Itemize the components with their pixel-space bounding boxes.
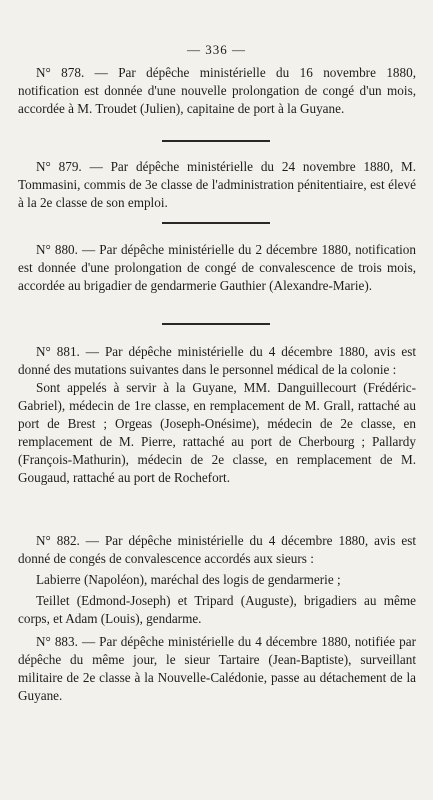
separator-rule xyxy=(162,140,270,142)
entry-879 xyxy=(18,158,416,212)
entry-883 xyxy=(18,633,416,705)
entry-882-item-2: Teillet (Edmond-Joseph) et Tripard (Auguste), brigadiers au même corps, et Adam (Louis), gendarme. xyxy=(18,593,416,626)
entry-879-text: N° 879. — Par dépêche ministérielle du 24 novembre 1880, M. Tommasini, commis de 3e classe de l'administration pénitentiaire, est élevé à la 2e classe de son emploi. xyxy=(18,159,416,210)
entry-881-detail: Sont appelés à servir à la Guyane, MM. Danguillecourt (Frédéric-Gabriel), médecin de 1re classe, en remplacement de M. Grall, rattaché au port de Brest ; Orgeas (Joseph-Onésime), médecin de 2e classe, en remplacement de M. Pierre, rattaché au port de Cherbourg ; Pallardy (François-Mathurin), médecin de 2e classe, en remplacement de M. Gougaud, rattaché au port de Rochefort. xyxy=(18,380,416,485)
separator-rule xyxy=(162,222,270,224)
entry-880-text: N° 880. — Par dépêche ministérielle du 2 décembre 1880, notification est donnée d'une prolongation de congé de convalescence de trois mois, accordée au brigadier de gendarmerie Gauthier (Alexandre-Marie). xyxy=(18,242,416,293)
entry-882-item-1: Labierre (Napoléon), maréchal des logis de gendarmerie ; xyxy=(36,572,341,587)
entry-881-intro: N° 881. — Par dépêche ministérielle du 4 décembre 1880, avis est donné des mutations suivantes dans le personnel médical de la colonie : xyxy=(18,344,416,377)
entry-882 xyxy=(18,532,416,628)
entry-881 xyxy=(18,343,416,487)
entry-878-text: N° 878. — Par dépêche ministérielle du 16 novembre 1880, notification est donnée d'une nouvelle prolongation de congé d'un mois, accordée à M. Troudet (Julien), capitaine de port à la Guyane. xyxy=(18,65,416,116)
entry-880 xyxy=(18,241,416,295)
entry-878 xyxy=(18,64,416,118)
entry-882-intro: N° 882. — Par dépêche ministérielle du 4 décembre 1880, avis est donné de congés de convalescence accordés aux sieurs : xyxy=(18,533,416,566)
page-number: — 336 — xyxy=(187,42,246,57)
entry-883-text: N° 883. — Par dépêche ministérielle du 4 décembre 1880, notifiée par dépêche du même jour, le sieur Tartaire (Jean-Baptiste), surveillant militaire de 2e classe à la Nouvelle-Calédonie, passe au détachement de la Guyane. xyxy=(18,634,416,703)
separator-rule xyxy=(162,323,270,325)
